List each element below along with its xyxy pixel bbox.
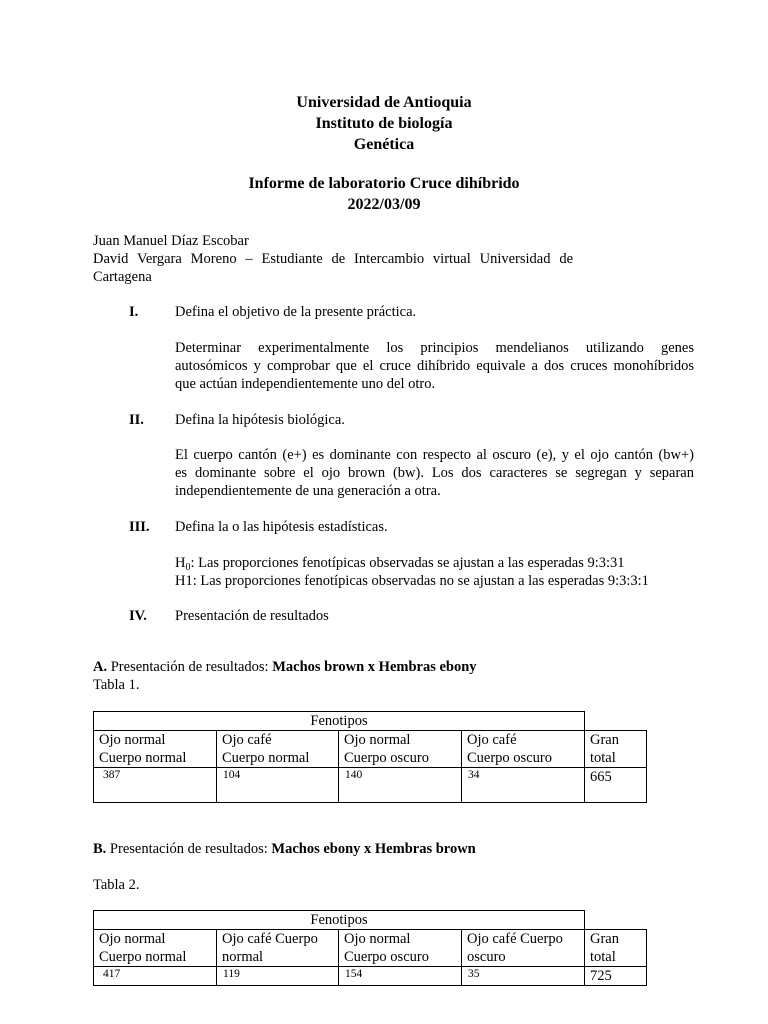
table-2 bbox=[93, 910, 647, 986]
h0-letter: H bbox=[175, 555, 186, 571]
result-a-heading bbox=[93, 658, 477, 676]
table-1-column-header: Ojo normal Cuerpo oscuro bbox=[339, 731, 462, 768]
report-date: 2022/03/09 bbox=[347, 196, 421, 213]
section-iii-question: Defina la o las hipótesis estadísticas. bbox=[175, 519, 388, 535]
table-1-cell: 104 bbox=[217, 768, 339, 803]
result-a-prefix: Presentación de resultados: bbox=[107, 659, 273, 675]
university-name: Universidad de Antioquia bbox=[296, 94, 472, 111]
table-1-cell: 34 bbox=[462, 768, 585, 803]
section-iii-numeral: III. bbox=[129, 519, 150, 535]
result-b-cross: Machos ebony x Hembras brown bbox=[271, 841, 476, 857]
answer-line: es dominante sobre el ojo brown (bw). Los dos caracteres se segregan y separan bbox=[175, 465, 694, 481]
section-iv-numeral: IV. bbox=[129, 608, 147, 624]
result-b-prefix: Presentación de resultados: bbox=[106, 841, 272, 857]
table-2-empty-cell bbox=[585, 911, 647, 930]
table-2-column-header: Ojo café Cuerpo normal bbox=[217, 930, 339, 967]
table-2-column-header: Ojo normal Cuerpo oscuro bbox=[339, 930, 462, 967]
table-2-total-cell: 725 bbox=[585, 967, 647, 986]
result-b-letter: B. bbox=[93, 841, 107, 857]
answer-line: El cuerpo cantón (e+) es dominante con respecto al oscuro (e), y el ojo cantón (bw+) bbox=[175, 447, 694, 463]
table-1-label: Tabla 1. bbox=[93, 677, 140, 693]
h0-text: : Las proporciones fenotípicas observadas se ajustan a las esperadas 9:3:31 bbox=[190, 555, 625, 571]
report-title: Informe de laboratorio Cruce dihíbrido bbox=[248, 175, 520, 192]
table-1-column-header: Ojo normal Cuerpo normal bbox=[94, 731, 217, 768]
answer-line: independientemente de una generación a otra. bbox=[175, 483, 441, 499]
table-2-label: Tabla 2. bbox=[93, 877, 140, 893]
section-iv-question: Presentación de resultados bbox=[175, 608, 329, 624]
null-hypothesis bbox=[175, 554, 625, 572]
table-2-cell: 154 bbox=[339, 967, 462, 986]
section-i-question: Defina el objetivo de la presente práctica. bbox=[175, 304, 417, 320]
table-2-column-header: Gran total bbox=[585, 930, 647, 967]
table-1-group-header: Fenotipos bbox=[94, 712, 585, 731]
result-b-heading bbox=[93, 840, 476, 858]
section-i-answer bbox=[175, 339, 694, 393]
result-a-cross: Machos brown x Hembras ebony bbox=[272, 659, 477, 675]
table-1-column-header: Ojo café Cuerpo normal bbox=[217, 731, 339, 768]
section-ii-answer bbox=[175, 446, 694, 500]
table-2-group-header: Fenotipos bbox=[94, 911, 585, 930]
table-1 bbox=[93, 711, 647, 803]
answer-line: Determinar experimentalmente los principios mendelianos utilizando genes bbox=[175, 340, 694, 356]
table-2-column-header: Ojo normal Cuerpo normal bbox=[94, 930, 217, 967]
author-1: Juan Manuel Díaz Escobar bbox=[93, 233, 249, 249]
table-2-cell: 35 bbox=[462, 967, 585, 986]
table-2-cell: 119 bbox=[217, 967, 339, 986]
section-ii-question: Defina la hipótesis biológica. bbox=[175, 412, 345, 428]
subject-name: Genética bbox=[353, 136, 415, 153]
table-1-empty-cell bbox=[585, 712, 647, 731]
result-a-letter: A. bbox=[93, 659, 108, 675]
author-2-line-1: David Vergara Moreno – Estudiante de Intercambio virtual Universidad de bbox=[93, 251, 573, 267]
table-2-cell: 417 bbox=[94, 967, 217, 986]
table-1-cell: 140 bbox=[339, 768, 462, 803]
section-ii-numeral: II. bbox=[129, 412, 144, 428]
institute-name: Instituto de biología bbox=[315, 115, 453, 132]
h0-subscript: 0 bbox=[185, 562, 191, 573]
answer-line: que actúan independientemente uno del otro. bbox=[175, 376, 436, 392]
table-2-column-header: Ojo café Cuerpo oscuro bbox=[462, 930, 585, 967]
table-1-column-header: Gran total bbox=[585, 731, 647, 768]
answer-line: autosómicos y comprobar que el cruce dihíbrido equivale a dos cruces monohíbridos bbox=[175, 358, 694, 374]
table-1-total-cell: 665 bbox=[585, 768, 647, 803]
section-i-numeral: I. bbox=[129, 304, 139, 320]
alternative-hypothesis: H1: Las proporciones fenotípicas observadas no se ajustan a las esperadas 9:3:3:1 bbox=[175, 573, 649, 589]
author-2-line-2: Cartagena bbox=[93, 269, 152, 285]
table-1-column-header: Ojo café Cuerpo oscuro bbox=[462, 731, 585, 768]
table-1-cell: 387 bbox=[94, 768, 217, 803]
